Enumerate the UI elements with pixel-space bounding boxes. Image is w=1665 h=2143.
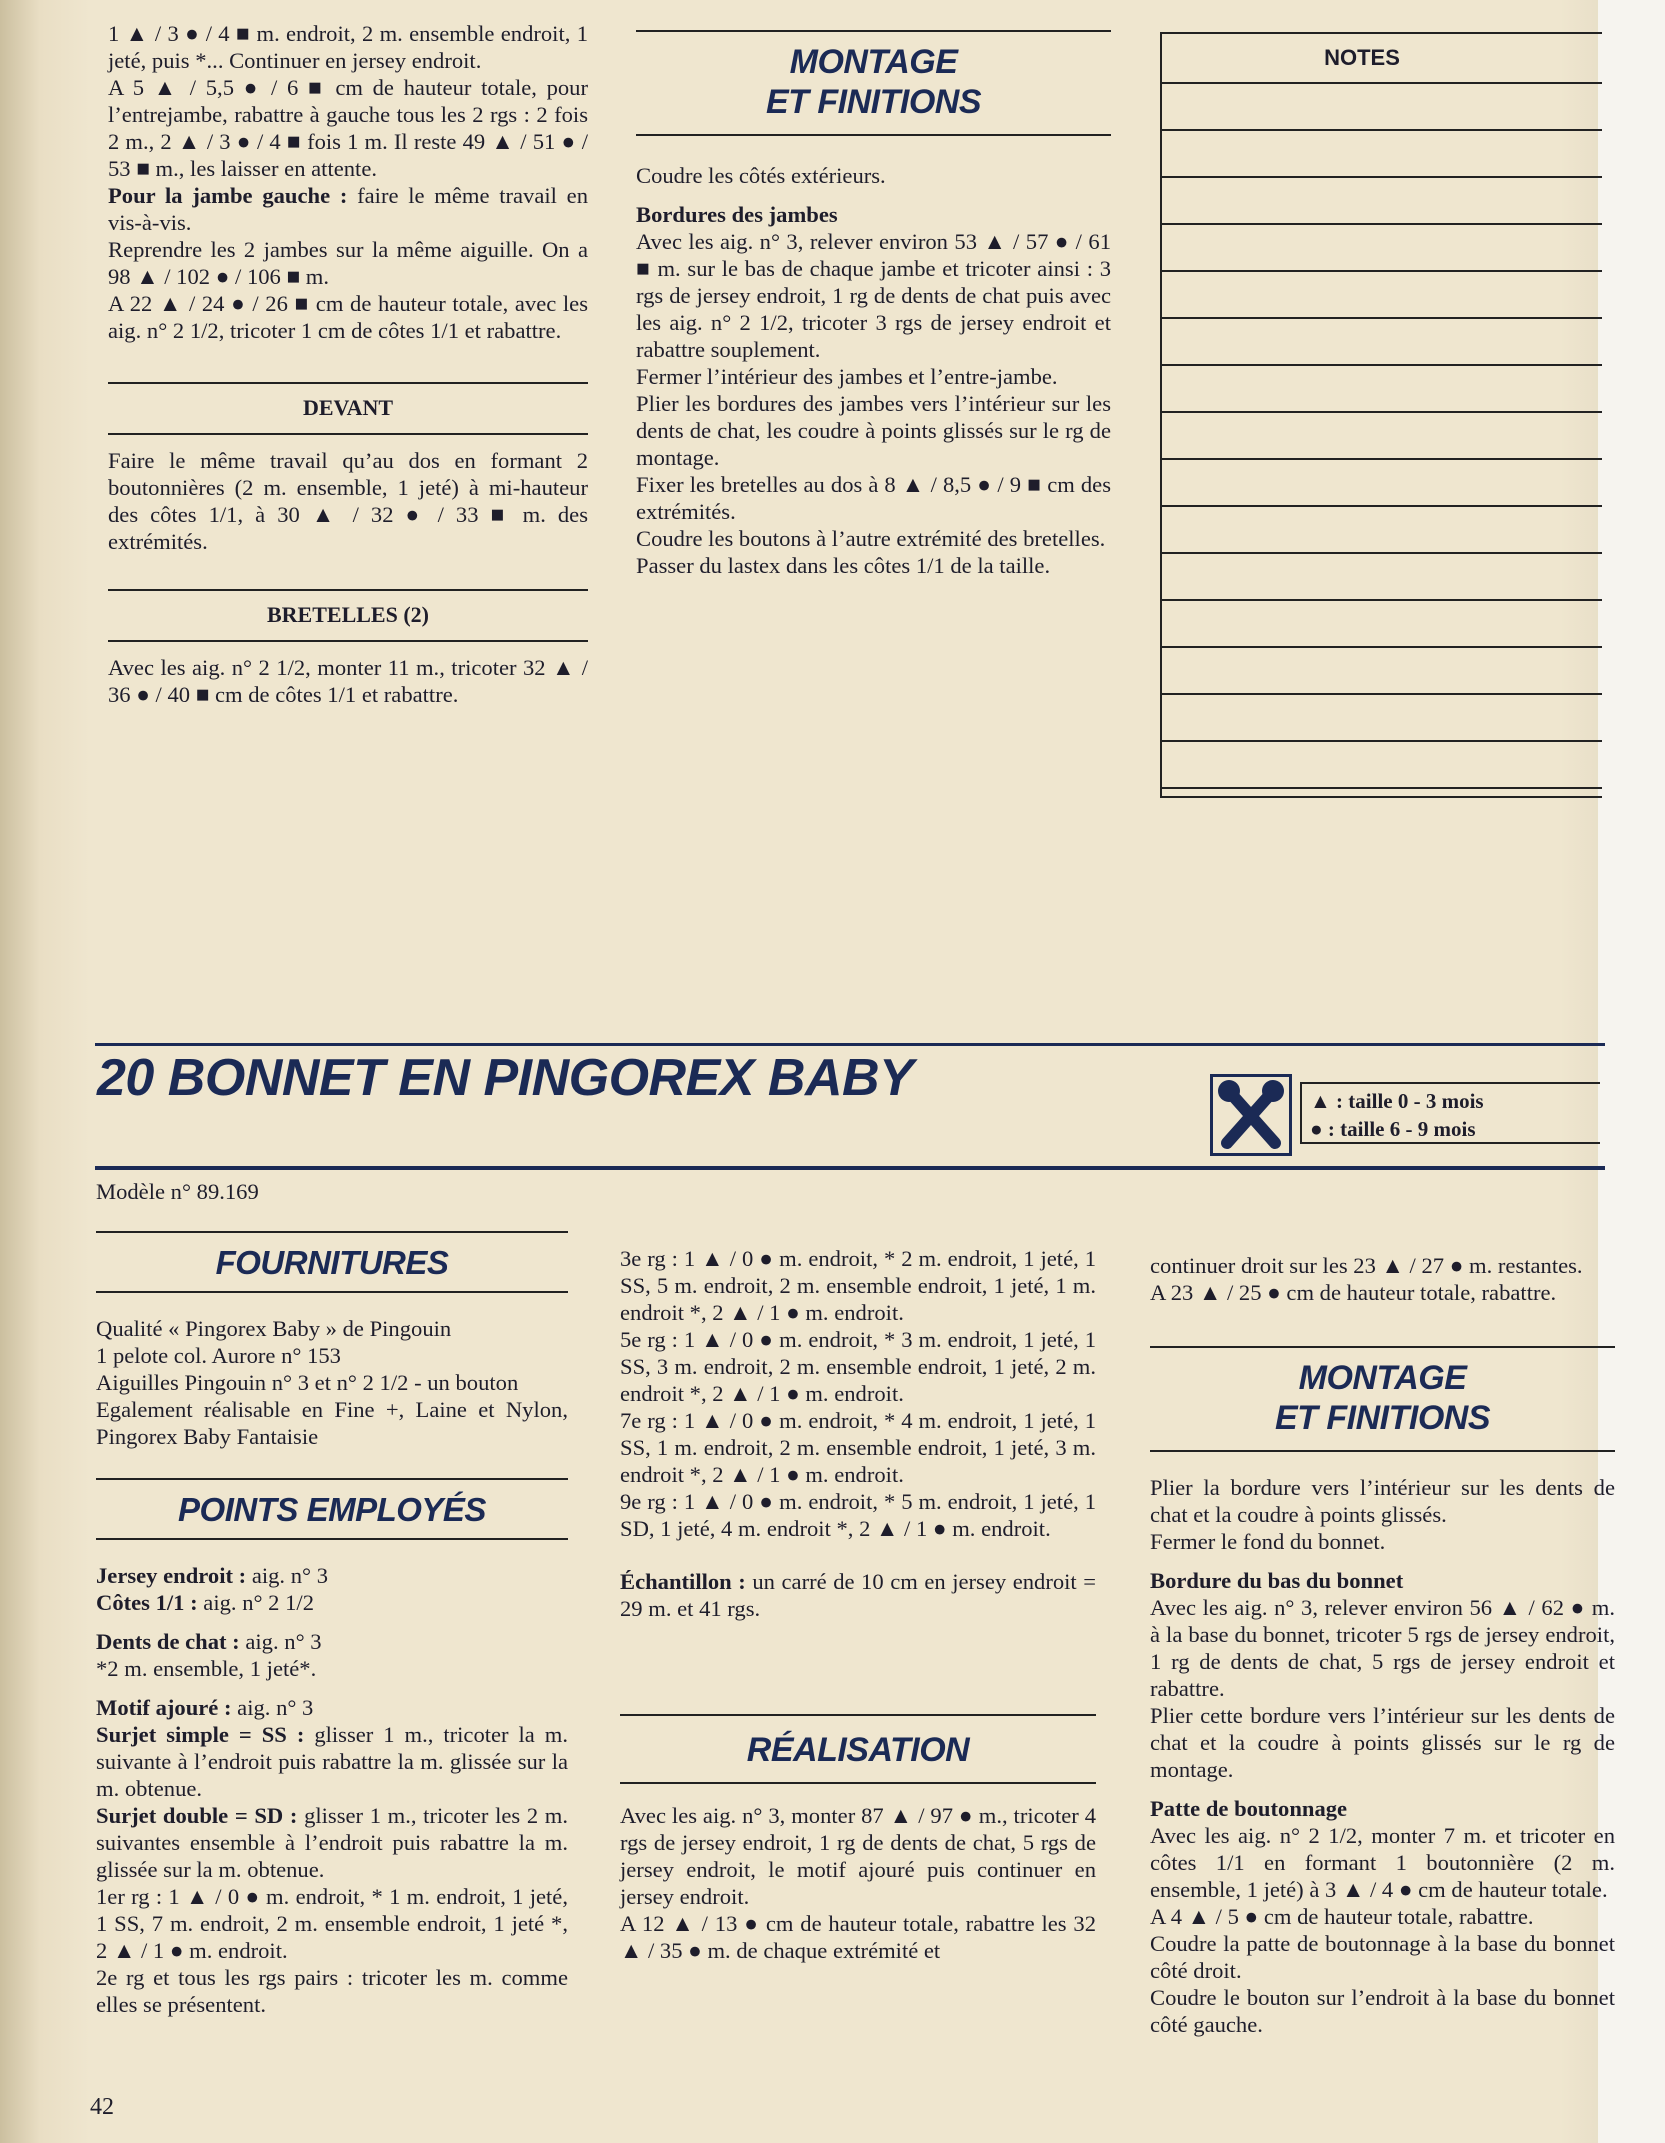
paragraph: Plier la bordure vers l’intérieur sur les dents de chat et la coudre à points glissés. (1150, 1475, 1615, 1527)
row-instruction: 1er rg : 1 ▲ / 0 ● m. endroit, * 1 m. endroit, 1 jeté, 1 SS, 7 m. endroit, 2 m. ensemble endroit, 1 jeté *, 2 ▲ / 1 ● m. endroit. (96, 1884, 568, 1963)
paragraph-text: un carré de 10 cm en jersey endroit = 29 m. et 41 rgs. (620, 1569, 1096, 1621)
divider (1150, 1450, 1615, 1452)
top-column-2 (636, 30, 1111, 579)
divider (108, 640, 588, 642)
paragraph: *2 m. ensemble, 1 jeté*. (96, 1656, 317, 1681)
divider (96, 1538, 568, 1540)
subheading (1150, 1567, 1615, 1594)
notes-line (1162, 84, 1602, 131)
row-instruction: 9e rg : 1 ▲ / 0 ● m. endroit, * 5 m. endroit, 1 jeté, 1 SD, 1 jeté, 4 m. endroit *, 2 ▲ / 1 ● m. endroit. (620, 1489, 1096, 1541)
paragraph (96, 1589, 568, 1616)
paragraph: Plier cette bordure vers l’intérieur sur les dents de chat et la coudre à points glissés sur le rg de montage. (1150, 1703, 1615, 1782)
paragraph: 1 ▲ / 3 ● / 4 ■ m. endroit, 2 m. ensemble endroit, 1 jeté, puis *... Continuer en jersey endroit. (108, 21, 588, 73)
paragraph: Fermer l’intérieur des jambes et l’entre-jambe. (636, 364, 1058, 389)
list-item: Aiguilles Pingouin n° 3 et n° 2 1/2 - un bouton (96, 1370, 519, 1395)
bonnet-column-2 (620, 1245, 1096, 1964)
divider (108, 433, 588, 435)
heading-line: ET FINITIONS (766, 83, 981, 121)
heading-line: MONTAGE (789, 43, 958, 81)
notes-line (1162, 272, 1602, 319)
notes-line (1162, 601, 1602, 648)
paragraph: A 22 ▲ / 24 ● / 26 ■ cm de hauteur totale, avec les aig. n° 2 1/2, tricoter 1 cm de côtes 1/1 et rabattre. (108, 291, 588, 343)
notes-title: NOTES (1162, 34, 1602, 84)
paragraph: Plier les bordures des jambes vers l’intérieur sur les dents de chat, les coudre à points glissés sur le rg de montage. (636, 391, 1111, 470)
notes-line (1162, 695, 1602, 742)
paragraph (96, 1628, 568, 1655)
bold-label: Surjet double = SD : (96, 1803, 298, 1828)
paragraph: A 23 ▲ / 25 ● cm de hauteur totale, rabattre. (1150, 1280, 1557, 1305)
bold-label: Surjet simple = SS : (96, 1722, 305, 1747)
bold-label: Motif ajouré : (96, 1695, 232, 1720)
needles-icon (1210, 1074, 1292, 1156)
paragraph (620, 1568, 1096, 1622)
bonnet-column-1 (96, 1178, 568, 2018)
paragraph: Reprendre les 2 jambes sur la même aiguille. On a 98 ▲ / 102 ● / 106 ■ m. (108, 237, 588, 289)
paragraph-text: glisser 1 m., tricoter la m. suivante à l’endroit puis rabattre la m. glissée sur la m. obtenue. (96, 1722, 569, 1801)
notes-line (1162, 366, 1602, 413)
paragraph (108, 182, 588, 236)
heading-line: ET FINITIONS (1275, 1399, 1490, 1437)
paragraph (96, 1694, 568, 1721)
bold-label: Échantillon : (620, 1569, 746, 1594)
bold-label: Dents de chat : (96, 1629, 240, 1654)
row-instruction: 2e rg et tous les rgs pairs : tricoter les m. comme elles se présentent. (96, 1965, 568, 2017)
paragraph (96, 1802, 568, 1883)
paragraph-text: faire le même travail en vis-à-vis. (108, 183, 589, 235)
list-item: Egalement réalisable en Fine +, Laine et Nylon, Pingorex Baby Fantaisie (96, 1397, 568, 1449)
paragraph: Faire le même travail qu’au dos en formant 2 boutonnières (2 m. ensemble, 1 jeté) à mi-hauteur des côtes 1/1, à 30 ▲ / 32 ● / 33 ■ m. des extrémités. (108, 448, 588, 554)
section-heading-points: POINTS EMPLOYÉS (178, 1491, 486, 1528)
section-heading-bretelles: BRETELLES (2) (267, 602, 429, 627)
notes-line (1162, 742, 1602, 789)
notes-line (1162, 413, 1602, 460)
notes-line (1162, 178, 1602, 225)
paragraph: Avec les aig. n° 3, relever environ 56 ▲ / 62 ● m. à la base du bonnet, tricoter 5 rgs de jersey endroit, 1 rg de dents de chat, 5 rgs de jersey endroit et rabattre. (1150, 1595, 1615, 1701)
divider (636, 134, 1111, 136)
notes-box (1160, 32, 1602, 798)
paragraph: A 12 ▲ / 13 ● cm de hauteur totale, rabattre les 32 ▲ / 35 ● m. de chaque extrémité et (620, 1911, 1096, 1963)
bonnet-column-3 (1150, 1252, 1615, 2038)
section-heading-montage (636, 32, 1111, 134)
paragraph-text: glisser 1 m., tricoter les 2 m. suivantes ensemble à l’endroit puis rabattre la m. glissée sur la m. obtenue. (96, 1803, 568, 1882)
model-number: Modèle n° 89.169 (96, 1179, 259, 1204)
paragraph: Coudre le bouton sur l’endroit à la base du bonnet côté gauche. (1150, 1985, 1615, 2037)
paragraph: Avec les aig. n° 3, relever environ 53 ▲ / 57 ● / 61 ■ m. sur le bas de chaque jambe et tricoter ainsi : 3 rgs de jersey endroit, 1 rg de dents de chat puis avec les aig. n° 2 1/2, tricoter 3 rgs de jersey endroit et rabattre souplement. (636, 229, 1111, 362)
bold-label: Côtes 1/1 : (96, 1590, 198, 1615)
notes-line (1162, 460, 1602, 507)
paragraph: Passer du lastex dans les côtes 1/1 de la taille. (636, 553, 1051, 578)
paragraph: Coudre la patte de boutonnage à la base du bonnet côté droit. (1150, 1931, 1615, 1983)
paragraph: continuer droit sur les 23 ▲ / 27 ● m. restantes. (1150, 1253, 1583, 1278)
row-instruction: 3e rg : 1 ▲ / 0 ● m. endroit, * 2 m. endroit, 1 jeté, 1 SS, 5 m. endroit, 2 m. ensemble endroit, 1 jeté, 1 m. endroit *, 2 ▲ / 1 ● m. endroit. (620, 1246, 1096, 1325)
row-instruction: 5e rg : 1 ▲ / 0 ● m. endroit, * 3 m. endroit, 1 jeté, 1 SS, 3 m. endroit, 2 m. ensemble endroit, 1 jeté, 2 m. endroit *, 2 ▲ / 1 ● m. endroit. (620, 1327, 1096, 1406)
section-heading-fournitures: FOURNITURES (215, 1244, 449, 1281)
divider (620, 1782, 1096, 1784)
paragraph: Avec les aig. n° 3, monter 87 ▲ / 97 ● m., tricoter 4 rgs de jersey endroit, 1 rg de dents de chat, 5 rgs de jersey endroit, le motif ajouré puis continuer en jersey endroit. (620, 1803, 1096, 1909)
page-number: 42 (90, 2094, 114, 2120)
size-legend (1300, 1082, 1600, 1144)
top-column-1 (108, 20, 588, 708)
paragraph-text: aig. n° 3 (246, 1563, 328, 1588)
pattern-title: 20 BONNET EN PINGOREX BABY (97, 1049, 914, 1107)
paragraph-text: aig. n° 3 (231, 1695, 314, 1720)
list-item: 1 pelote col. Aurore n° 153 (96, 1343, 341, 1368)
notes-line (1162, 507, 1602, 554)
section-heading-devant: DEVANT (302, 395, 394, 420)
section-heading-realisation: RÉALISATION (746, 1731, 970, 1769)
subheading-text: Bordures des jambes (636, 202, 838, 227)
paragraph: Fixer les bretelles au dos à 8 ▲ / 8,5 ● / 9 ■ cm des extrémités. (636, 472, 1111, 524)
paragraph: A 4 ▲ / 5 ● cm de hauteur totale, rabattre. (1150, 1904, 1534, 1929)
title-top-rule (95, 1043, 1605, 1046)
notes-line (1162, 131, 1602, 178)
list-item: Qualité « Pingorex Baby » de Pingouin (96, 1316, 452, 1341)
paragraph-text: aig. n° 3 (239, 1629, 322, 1654)
paragraph: Avec les aig. n° 2 1/2, monter 7 m. et tricoter en côtes 1/1 en formant 1 boutonnière (2 m. ensemble, 1 jeté) à 3 ▲ / 4 ● cm de hauteur totale. (1150, 1823, 1615, 1902)
paragraph: Avec les aig. n° 2 1/2, monter 11 m., tricoter 32 ▲ / 36 ● / 40 ■ cm de côtes 1/1 et rabattre. (108, 655, 588, 707)
subheading (1150, 1795, 1615, 1822)
paragraph: Fermer le fond du bonnet. (1150, 1529, 1386, 1554)
section-heading-montage-bonnet (1150, 1348, 1615, 1450)
heading-line: MONTAGE (1298, 1359, 1467, 1397)
paragraph (96, 1562, 568, 1589)
notes-line (1162, 319, 1602, 366)
notes-line (1162, 225, 1602, 272)
title-bottom-rule (95, 1166, 1605, 1170)
subheading-text: Patte de boutonnage (1150, 1796, 1348, 1821)
size-legend-item: ● : taille 6 - 9 mois (1310, 1117, 1476, 1141)
bold-label: Pour la jambe gauche : (108, 183, 348, 208)
paragraph-text: aig. n° 2 1/2 (197, 1590, 315, 1615)
bold-label: Jersey endroit : (96, 1563, 247, 1588)
paragraph: A 5 ▲ / 5,5 ● / 6 ■ cm de hauteur totale, pour l’entrejambe, rabattre à gauche tous les 2 rgs : 2 fois 2 m., 2 ▲ / 3 ● / 4 ■ fois 1 m. Il reste 49 ▲ / 51 ● / 53 ■ m., les laisser en attente. (108, 75, 588, 181)
paragraph: Coudre les côtés extérieurs. (636, 163, 886, 188)
notes-line (1162, 648, 1602, 695)
size-legend-item: ▲ : taille 0 - 3 mois (1310, 1089, 1484, 1113)
row-instruction: 7e rg : 1 ▲ / 0 ● m. endroit, * 4 m. endroit, 1 jeté, 1 SS, 1 m. endroit, 2 m. ensemble endroit, 1 jeté, 3 m. endroit *, 2 ▲ / 1 ● m. endroit. (620, 1408, 1096, 1487)
divider (96, 1291, 568, 1293)
notes-line (1162, 554, 1602, 601)
subheading-text: Bordure du bas du bonnet (1150, 1568, 1404, 1593)
paragraph (96, 1721, 568, 1802)
paragraph: Coudre les boutons à l’autre extrémité des bretelles. (636, 526, 1106, 551)
subheading (636, 201, 1111, 228)
